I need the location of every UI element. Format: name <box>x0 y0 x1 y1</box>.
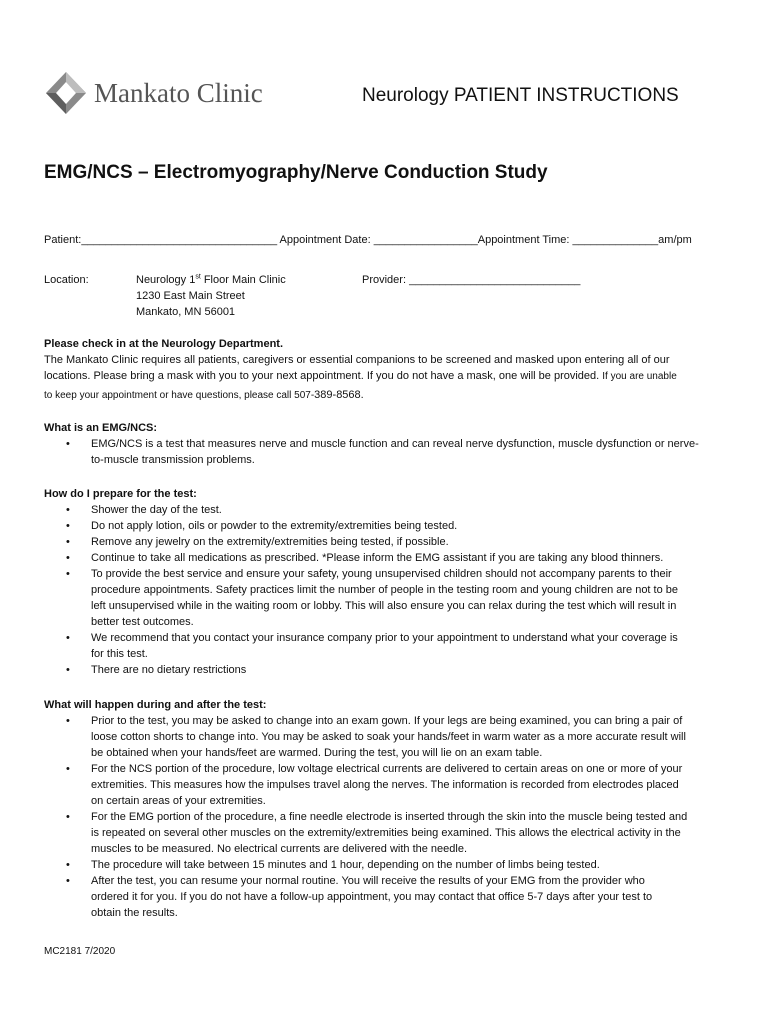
patient-field[interactable]: ________________________________ <box>81 234 278 246</box>
patient-row <box>44 232 692 248</box>
list-item-line: • EMG/NCS is a test that measures nerve and muscle function and can reveal nerve dysfunction, muscle dysfunction or nerve- <box>91 438 699 450</box>
list-item-line: on certain areas of your extremities. <box>91 795 266 807</box>
prepare-section <box>44 486 734 678</box>
appointment-date-label: Appointment Date: <box>279 234 371 246</box>
list-item-line: extremities. This measures how the impulses travel along the nerves. The information is recorded from electrodes placed <box>91 779 679 791</box>
during-heading: What will happen during and after the test: <box>44 699 267 711</box>
during-list <box>44 713 734 921</box>
what-is-section <box>44 420 734 468</box>
list-item-line: • To provide the best service and ensure your safety, young unsupervised children should not accompany parents to their <box>91 568 672 580</box>
location-address <box>136 272 286 320</box>
am-pm-label: am/pm <box>658 234 692 246</box>
logo-wordmark: Mankato Clinic <box>94 78 263 108</box>
provider-row <box>362 272 580 288</box>
list-item-line: left unsupervised while in the waiting room or lobby. This will also ensure you can relax during the test which will result in <box>91 600 677 612</box>
list-item-line: • For the EMG portion of the procedure, a fine needle electrode is inserted through the skin into the muscle being tested and <box>91 811 688 823</box>
list-item-line: • Shower the day of the test. <box>91 504 222 516</box>
phone-number: 389-8568. <box>314 389 364 401</box>
list-item-line: • Prior to the test, you may be asked to change into an exam gown. If your legs are being examined, you can bring a pair of <box>91 715 683 727</box>
list-item-line: be obtained when your hands/feet are warmed. During the test, you will lie on an exam table. <box>91 747 543 759</box>
list-item-line: • We recommend that you contact your insurance company prior to your appointment to understand what your coverage is <box>91 632 678 644</box>
what-is-list <box>44 436 734 468</box>
list-item-line: • For the NCS portion of the procedure, low voltage electrical currents are delivered to certain areas on one or more of your <box>91 763 683 775</box>
list-item-line: ordered it for you. If you do not have a follow-up appointment, you may contact that office 5-7 days after your test to <box>91 891 653 903</box>
list-item-line: is repeated on several other muscles on the extremity/extremities being examined. This allows the electrical activity in the <box>91 827 681 839</box>
list-item <box>44 502 734 518</box>
list-item <box>44 662 734 678</box>
list-item <box>44 566 734 630</box>
list-item-line: • After the test, you can resume your normal routine. You will receive the results of your EMG from the provider who <box>91 875 645 887</box>
list-item-line: • There are no dietary restrictions <box>91 664 247 676</box>
list-item <box>44 873 734 921</box>
list-item <box>44 857 734 873</box>
list-item-line: muscles to be measured. No electrical currents are delivered with the needle. <box>91 843 468 855</box>
list-item <box>44 809 734 857</box>
appointment-time-label: Appointment Time: <box>477 234 570 246</box>
list-item-line: to-muscle transmission problems. <box>91 454 255 466</box>
list-item-line: for this test. <box>91 648 148 660</box>
list-item-line: procedure appointments. Safety practices limit the number of people in the testing room and young children are not to be <box>91 584 679 596</box>
clinic-logo-icon <box>44 70 88 116</box>
list-item-line: obtain the results. <box>91 907 178 919</box>
checkin-line1: The Mankato Clinic requires all patients, caregivers or essential companions to be screened and masked upon entering all of our <box>44 354 670 366</box>
list-item <box>44 534 734 550</box>
during-section <box>44 697 734 921</box>
prepare-list <box>44 502 734 678</box>
list-item <box>44 436 734 468</box>
checkin-line2: locations. Please bring a mask with you to your next appointment. If you do not have a mask, one will be provided. If you are unable <box>44 370 677 382</box>
list-item-line: • Do not apply lotion, oils or powder to the extremity/extremities being tested. <box>91 520 458 532</box>
list-item <box>44 713 734 761</box>
patient-label: Patient: <box>44 234 82 246</box>
header-title: Neurology PATIENT INSTRUCTIONS <box>362 85 679 106</box>
appointment-date-field[interactable]: _________________ <box>373 234 478 246</box>
list-item <box>44 518 734 534</box>
document-title: EMG/NCS – Electromyography/Nerve Conduction Study <box>44 162 548 183</box>
location-label: Location: <box>44 274 89 286</box>
checkin-line3: to keep your appointment or have questions, please call 507-389-8568. <box>44 389 364 401</box>
list-item <box>44 550 734 566</box>
list-item-line: • The procedure will take between 15 minutes and 1 hour, depending on the number of limbs being tested. <box>91 859 600 871</box>
mankato-clinic-logo <box>44 70 274 116</box>
location-line2: 1230 East Main Street <box>136 290 245 302</box>
list-item-line: • Continue to take all medications as prescribed. *Please inform the EMG assistant if you are taking any blood thinners. <box>91 552 664 564</box>
checkin-section <box>44 336 734 404</box>
form-code: MC2181 7/2020 <box>44 946 116 957</box>
location-line1: Neurology 1st Floor Main Clinic <box>136 273 286 286</box>
provider-field[interactable]: ____________________________ <box>409 274 581 286</box>
list-item-line: • Remove any jewelry on the extremity/extremities being tested, if possible. <box>91 536 449 548</box>
appointment-time-field[interactable]: ______________ <box>572 234 659 246</box>
list-item-line: loose cotton shorts to change into. You may be asked to soak your hands/feet in warm water as a more accurate result will <box>91 731 686 743</box>
list-item <box>44 761 734 809</box>
location-line3: Mankato, MN 56001 <box>136 306 236 318</box>
list-item-line: better test outcomes. <box>91 616 194 628</box>
provider-label: Provider: <box>362 274 407 286</box>
list-item <box>44 630 734 662</box>
what-is-heading: What is an EMG/NCS: <box>44 422 158 434</box>
checkin-heading: Please check in at the Neurology Department. <box>44 338 284 350</box>
prepare-heading: How do I prepare for the test: <box>44 488 197 500</box>
